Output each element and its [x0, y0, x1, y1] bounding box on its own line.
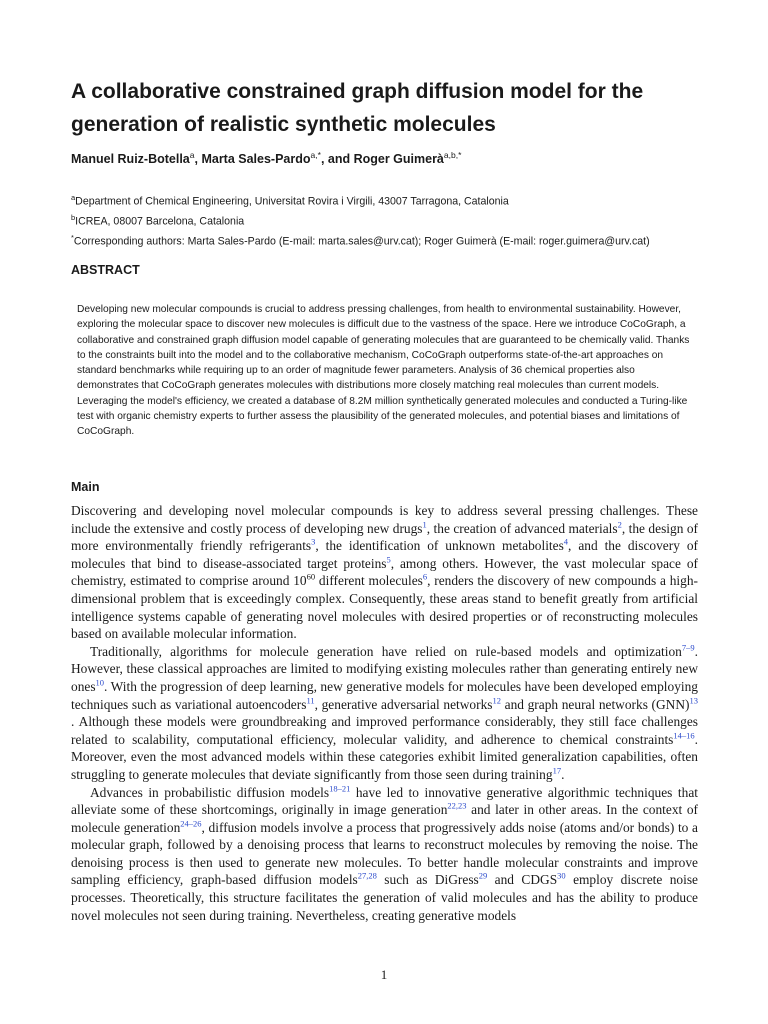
citation-link[interactable]: 11 [306, 695, 315, 706]
affiliations [71, 190, 650, 250]
main-heading: Main [71, 480, 100, 494]
text-run: and graph neural networks (GNN) [500, 696, 690, 712]
text-run: Advances in probabilistic diffusion models [90, 784, 330, 800]
text-run: , the identification of unknown metabolites [315, 538, 564, 554]
abstract-heading: ABSTRACT [71, 263, 140, 277]
citation-link[interactable]: 12 [492, 695, 501, 706]
text-run: Traditionally, algorithms for molecule generation have relied on rule-based models and optimization [90, 643, 682, 659]
exponent: 60 [306, 571, 316, 582]
citation-link[interactable]: 17 [552, 765, 562, 776]
affiliation-text: ICREA, 08007 Barcelona, Catalonia [75, 215, 245, 228]
corresponding-author-text: Corresponding authors: Marta Sales-Pardo (E-mail: marta.sales@urv.cat); Roger Guimerà (E-mail: roger.guimera@urv.cat) [73, 235, 650, 248]
affiliation-line [71, 190, 650, 210]
paragraph [71, 643, 698, 784]
text-run: Discovering and developing novel molecular compounds is key to address several pressing challenges. These include the extensive and costly process of developing new drugs [71, 503, 698, 536]
citation-link[interactable]: 13 [689, 695, 698, 706]
citation-link[interactable]: 5 [386, 554, 391, 565]
author-name: Marta Sales-Pardo [201, 152, 311, 167]
text-run: and later in other areas. In the context of molecule generation [71, 802, 699, 835]
affiliation-marker: a,* [310, 150, 321, 160]
citation-link[interactable]: 2 [617, 519, 622, 530]
text-run: . Although these models were groundbreaking and improved performance considerably, they still face challenges related to scalability, computational efficiency, molecular validity, and adherence to chemical constraints [71, 714, 698, 747]
text-run: have led to innovative generative algorithmic techniques that alleviate some of these shortcomings, originally in image generation [71, 784, 698, 818]
affiliation-marker: * [71, 233, 74, 243]
citation-link[interactable]: 18–21 [329, 783, 351, 794]
citation-link[interactable]: 10 [95, 677, 105, 688]
text-run: such as DiGress [376, 872, 479, 888]
author-name: Manuel Ruiz-Botella [71, 152, 190, 167]
affiliation-marker: a [189, 150, 195, 160]
text-run: , and the discovery of molecules that bind to disease-associated target proteins [71, 538, 698, 571]
text-run: different molecules [315, 573, 423, 589]
main-body [71, 502, 698, 924]
citation-link[interactable]: 27,28 [357, 871, 377, 881]
text-run: , renders the discovery of new compounds a high-dimensional problem that is exceedingly complex. Consequently, these areas stand to benefit greatly from artificial intelligence systems capable of generating novel molecules with desired properties or of reconstructing molecules based on available molecular information. [71, 573, 698, 642]
citation-link[interactable]: 29 [478, 871, 488, 881]
citation-link[interactable]: 4 [563, 536, 569, 547]
citation-link[interactable]: 6 [422, 571, 428, 582]
affiliation-line [71, 210, 650, 230]
text-run: . With the progression of deep learning, new generative models for molecules have been developed employing techniques such as variational autoencoders [71, 678, 698, 712]
text-run: . Moreover, even the most advanced models within these categories exhibit limited generalization capabilities, often struggling to generate molecules that deviate significantly from those seen during training [71, 731, 698, 782]
text-run: , generative adversarial networks [314, 696, 493, 712]
text-run: , diffusion models involve a process that progressively adds noise (atoms and/or bonds) to a molecular graph, followed by a denoising process that learns to reconstruct molecules by removing the noise. The denoising process is then used to generate new molecules. To better handle molecular constraints and improve sampling efficiency, graph-based diffusion models [71, 819, 698, 888]
citation-link[interactable]: 22,23 [447, 800, 467, 811]
page-number: 1 [380, 967, 388, 982]
citation-link[interactable]: 1 [422, 519, 427, 530]
text-run: . However, these classical approaches are limited to modifying existing molecules rather than generating entirely new ones [71, 643, 698, 694]
text-run: , the creation of advanced materials [426, 520, 618, 536]
text-run: , the design of more environmentally friendly refrigerants [71, 520, 698, 554]
affiliation-marker: b [71, 213, 76, 223]
citation-link[interactable]: 14–16 [673, 730, 695, 741]
affiliation-text: Department of Chemical Engineering, Universitat Rovira i Virgili, 43007 Tarragona, Catalonia [75, 195, 509, 208]
author-list: Manuel Ruiz-Botella$^a$, Marta Sales-Pardo$^{a,*}$, and Roger Guimerà$^{a,b,*}$ [71, 150, 462, 167]
text-run: . [561, 766, 565, 782]
paragraph [71, 784, 698, 925]
paragraph [71, 502, 698, 643]
author-name: and Roger Guimerà [327, 152, 444, 167]
citation-link[interactable]: 30 [557, 871, 566, 881]
paper-title: A collaborative constrained graph diffusion model for the generation of realistic synthetic molecules [71, 80, 644, 136]
text-run: , among others. However, the vast molecular space of chemistry, estimated to comprise around 10 [71, 555, 698, 589]
citation-link[interactable]: 7–9 [681, 642, 695, 653]
citation-link[interactable]: 24–26 [180, 818, 202, 829]
abstract-text: Developing new molecular compounds is crucial to address pressing challenges, from health to environmental sustainability. However, exploring the molecular space to discover new molecules is difficult due to the vastness of the space. Here we introduce CoCoGraph, a collaborative and constrained graph diffusion model capable of generating molecules that are guaranteed to be chemically valid. Thanks to the constraints built into the model and to the collaborative mechanism, CoCoGraph outperforms state-of-the-art approaches on standard benchmarks while requiring up to an order of magnitude fewer parameters. Analysis of 36 chemical properties also demonstrates that CoCoGraph generates molecules with distributions more closely matching real molecules than current models. Leveraging the model's efficiency, we created a database of 8.2M million synthetically generated molecules and conducted a Turing-like test with organic chemistry experts to further assess the plausibility of the generated molecules, and potential biases and limitations of CoCoGraph. [77, 304, 690, 437]
affiliation-marker: a [71, 193, 76, 202]
affiliation-marker: a,b,* [443, 150, 462, 160]
text-run: and CDGS [487, 872, 558, 888]
citation-link[interactable]: 3 [311, 536, 316, 547]
text-run: employ discrete noise processes. Theoretically, this structure facilitates the generation of valid molecules and has the ability to produce novel molecules not seen during training. Nevertheless, creating generative models [71, 872, 698, 923]
corresponding-author-line [71, 230, 650, 250]
